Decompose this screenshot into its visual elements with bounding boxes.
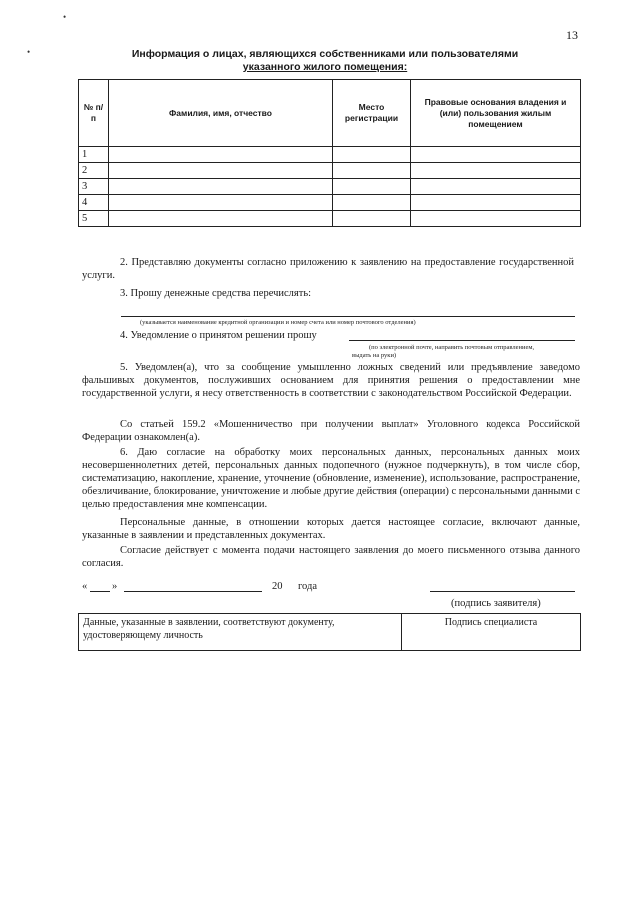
paragraph-8: Согласие действует с момента подачи настоящего заявления до моего письменного отзыва данного согласия. <box>82 545 580 569</box>
paragraph-4: 4. Уведомление о принятом решении прошу <box>120 330 317 341</box>
row-number: 2 <box>79 163 109 179</box>
registration-cell[interactable] <box>333 147 411 163</box>
legal-basis-cell[interactable] <box>411 211 581 227</box>
verification-table <box>78 613 581 651</box>
applicant-signature-caption: (подпись заявителя) <box>451 598 541 609</box>
header-registration: Место регистрации <box>333 80 411 147</box>
name-cell[interactable] <box>109 211 333 227</box>
legal-basis-cell[interactable] <box>411 147 581 163</box>
row-number: 1 <box>79 147 109 163</box>
date-open-quote: « <box>82 581 88 592</box>
date-day-line[interactable] <box>90 591 110 592</box>
name-cell[interactable] <box>109 179 333 195</box>
notification-method-line[interactable] <box>349 340 575 341</box>
section-title-line-1: Информация о лицах, являющихся собственниками или пользователями <box>131 48 519 60</box>
date-close-quote: » <box>112 581 118 592</box>
paragraph-5-fraud-article: Со статьей 159.2 «Мошенничество при получении выплат» Уголовного кодекса Российской Федерации ознакомлен(а). <box>82 419 580 443</box>
table-row <box>79 211 581 227</box>
table-row <box>79 163 581 179</box>
name-cell[interactable] <box>109 147 333 163</box>
bank-details-line[interactable] <box>121 316 575 317</box>
scan-mark-left: • <box>27 47 31 57</box>
notification-note-1: (по электронной почте, направить почтовым отправлением, <box>369 344 535 351</box>
owners-table-header <box>79 80 581 147</box>
paragraph-3: 3. Прошу денежные средства перечислять: <box>120 288 312 299</box>
legal-basis-cell[interactable] <box>411 163 581 179</box>
row-number: 5 <box>79 211 109 227</box>
document-match-cell: Данные, указанные в заявлении, соответствуют документу, удостоверяющему личность <box>79 614 402 651</box>
table-row <box>79 195 581 211</box>
table-row <box>79 147 581 163</box>
date-year-suffix: года <box>298 581 317 592</box>
applicant-signature-line[interactable] <box>430 591 575 592</box>
registration-cell[interactable] <box>333 179 411 195</box>
bank-details-note: (указывается наименование кредитной организации и номер счета или номер почтового отделения) <box>140 319 416 326</box>
legal-basis-cell[interactable] <box>411 195 581 211</box>
section-title-line-2: указанного жилого помещения: <box>242 61 408 73</box>
legal-basis-cell[interactable] <box>411 179 581 195</box>
header-full-name: Фамилия, имя, отчество <box>109 80 333 147</box>
registration-cell[interactable] <box>333 195 411 211</box>
paragraph-6: 6. Даю согласие на обработку моих персональных данных, персональных данных моих несовершеннолетних детей, персональных данных подопечного (нужное подчеркнуть), в том числе сбор, систематизацию, накопление, хранение, уточнение (обновление, изменение), использование, распространение, обезличивание, блокирование, уничтожение и любые другие действия (операции) с персональными данными с целью предоставления мне компенсации. <box>82 447 580 510</box>
date-month-line[interactable] <box>124 591 262 592</box>
name-cell[interactable] <box>109 195 333 211</box>
header-legal-basis: Правовые основания владения и (или) пользования жилым помещением <box>411 80 581 147</box>
scan-mark-top: • <box>63 12 67 22</box>
row-number: 4 <box>79 195 109 211</box>
paragraph-5: 5. Уведомлен(а), что за сообщение умышленно ложных сведений или предъявление заведомо фальшивых документов, послуживших основанием для принятия решения о предоставлении мне государственной услуги, я несу ответственность в соответствии с законодательством Российской Федерации. <box>82 362 580 399</box>
date-year-prefix: 20 <box>272 581 283 592</box>
paragraph-2: 2. Представляю документы согласно приложению к заявлению на предоставление государственной услуги. <box>82 257 574 281</box>
notification-note-2: выдать на руки) <box>352 352 397 359</box>
table-row <box>79 179 581 195</box>
section-title <box>70 48 580 74</box>
paragraph-7: Персональные данные, в отношении которых дается настоящее согласие, включают данные, указанные в заявлении и представленных документах. <box>82 517 580 541</box>
name-cell[interactable] <box>109 163 333 179</box>
registration-cell[interactable] <box>333 211 411 227</box>
registration-cell[interactable] <box>333 163 411 179</box>
page-number: 13 <box>566 28 578 42</box>
header-number: № п/п <box>79 80 109 147</box>
row-number: 3 <box>79 179 109 195</box>
owners-table <box>78 79 581 227</box>
specialist-signature-cell: Подпись специалиста <box>402 614 581 651</box>
